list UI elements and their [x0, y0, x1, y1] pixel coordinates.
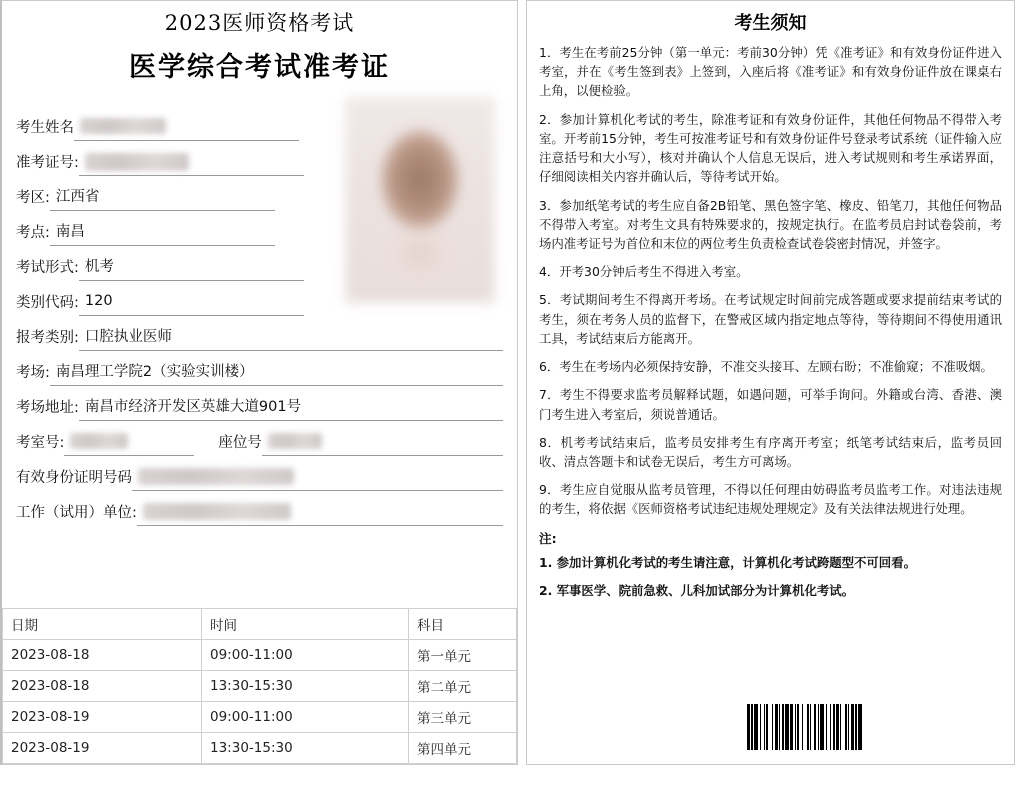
ticket-fields	[2, 106, 517, 526]
column-header-date: 日期	[3, 609, 202, 640]
cell-time: 13:30-15:30	[202, 671, 409, 702]
exam-year-title: 2023医师资格考试	[164, 11, 355, 35]
field-value-id-number	[132, 468, 503, 491]
field-label-work-unit: 工作（试用）单位:	[16, 505, 137, 521]
field-row-work-unit	[16, 491, 503, 526]
notice-panel	[526, 0, 1015, 765]
field-value-name	[74, 118, 299, 141]
field-label-category-code: 类别代码:	[16, 295, 79, 311]
column-header-subject: 科目	[409, 609, 517, 640]
field-value-seat-number	[262, 433, 503, 456]
cell-date: 2023-08-19	[3, 702, 202, 733]
column-header-time: 时间	[202, 609, 409, 640]
field-label-exam-address: 考场地址:	[16, 400, 79, 416]
notice-note-2: 2. 军事医学、院前急救、儿科加试部分为计算机化考试。	[539, 582, 855, 598]
notice-note-1: 1. 参加计算机化考试的考生请注意，计算机化考试跨题型不可回看。	[539, 554, 916, 570]
barcode	[747, 704, 1000, 750]
table-row	[3, 733, 517, 764]
notice-paragraph-2: 2．参加计算机化考试的考生，除准考证和有效身份证件，其他任何物品不得带入考室。开考前15分钟，考生可按准考证号和有效身份证件号登录考试系统（证件输入应注意括号和大小写），核对并确认个人信息无误后，进入考试规则和考生承诺界面，仔细阅读相关内容并确认后，等待考试开始。	[539, 111, 1002, 185]
notice-paragraph-8: 8．机考考试结束后，监考员安排考生有序离开考室；纸笔考试结束后，监考员回收、清点答题卡和试卷无误后，考生方可离场。	[539, 434, 1002, 469]
field-label-format: 考试形式:	[16, 260, 79, 276]
field-label-region: 考区:	[16, 190, 50, 206]
table-row	[3, 640, 517, 671]
field-value-category-code: 120	[79, 293, 304, 316]
field-row-room-seat	[16, 421, 503, 456]
field-value-region: 江西省	[50, 185, 275, 211]
field-row-exam-type	[16, 316, 503, 351]
field-row-name	[16, 106, 503, 141]
notice-paragraph-9: 9．考生应自觉服从监考员管理，不得以任何理由妨碍监考员监考工作。对违法违规的考生，将依据《医师资格考试违纪违规处理规定》及有关法律法规进行处理。	[539, 482, 1002, 517]
notice-title: 考生须知	[734, 13, 807, 34]
notice-paragraph-1: 1．考生在考前25分钟（第一单元：考前30分钟）凭《准考证》和有效身份证件进入考室，并在《考生签到表》上签到，入座后将《准考证》和有效身份证件放在课桌右上角，以便检验。	[539, 45, 1002, 99]
cell-time: 09:00-11:00	[202, 702, 409, 733]
cell-subject: 第一单元	[409, 640, 517, 671]
field-value-site: 南昌	[50, 220, 275, 246]
table-row	[3, 702, 517, 733]
field-value-exam-room: 南昌理工学院2（实验实训楼）	[50, 360, 503, 386]
cell-subject: 第三单元	[409, 702, 517, 733]
cell-time: 13:30-15:30	[202, 733, 409, 764]
field-label-room-number: 考室号:	[16, 435, 65, 451]
field-value-ticket-number	[79, 153, 304, 176]
table-header-row	[3, 609, 517, 640]
field-row-site	[16, 211, 503, 246]
field-row-exam-address	[16, 386, 503, 421]
cell-date: 2023-08-18	[3, 640, 202, 671]
notice-paragraph-7: 7．考生不得要求监考员解释试题，如遇问题，可举手询问。外籍或台湾、香港、澳门考生进入考室后，须说普通话。	[539, 387, 1002, 422]
notice-paragraph-5: 5．考试期间考生不得离开考场。在考试规定时间前完成答题或要求提前结束考试的考生，须在考务人员的监督下，在警戒区域内指定地点等待，等待期间不得使用通讯工具，考试结束后方能离开。	[539, 292, 1002, 346]
field-label-exam-type: 报考类别:	[16, 330, 79, 346]
cell-subject: 第二单元	[409, 671, 517, 702]
field-value-format: 机考	[79, 255, 304, 281]
field-row-ticket-number	[16, 141, 503, 176]
notice-note-label: 注:	[539, 530, 557, 546]
field-row-category-code	[16, 281, 503, 316]
field-label-ticket-number: 准考证号:	[16, 155, 79, 171]
table-row	[3, 671, 517, 702]
field-value-exam-address: 南昌市经济开发区英雄大道901号	[79, 395, 503, 421]
ticket-title-block	[2, 1, 517, 84]
field-value-room-number	[64, 433, 194, 456]
field-row-id-number	[16, 456, 503, 491]
notice-paragraph-4: 4．开考30分钟后考生不得进入考室。	[539, 264, 749, 280]
field-value-work-unit	[137, 503, 503, 526]
field-label-name: 考生姓名	[16, 120, 74, 136]
field-value-exam-type: 口腔执业医师	[79, 325, 503, 351]
cell-subject: 第四单元	[409, 733, 517, 764]
field-label-site: 考点:	[16, 225, 50, 241]
field-label-id-number: 有效身份证明号码	[16, 470, 132, 486]
notice-paragraph-6: 6．考生在考场内必须保持安静，不准交头接耳、左顾右盼；不准偷窥；不准吸烟。	[539, 359, 993, 375]
field-row-format	[16, 246, 503, 281]
field-row-region	[16, 176, 503, 211]
field-label-exam-room: 考场:	[16, 365, 50, 381]
cell-date: 2023-08-18	[3, 671, 202, 702]
ticket-panel	[0, 0, 518, 765]
ticket-main-title: 医学综合考试准考证	[129, 52, 390, 83]
cell-time: 09:00-11:00	[202, 640, 409, 671]
cell-date: 2023-08-19	[3, 733, 202, 764]
field-label-seat-number: 座位号	[218, 435, 262, 451]
notice-paragraph-3: 3．参加纸笔考试的考生应自备2B铅笔、黑色签字笔、橡皮、铅笔刀，其他任何物品不得带入考室。对考生文具有特殊要求的，按规定执行。在监考员启封试卷袋前，考场内准考证号为首位和末位的两位考生负责检查试卷袋密封情况，并签字。	[539, 197, 1002, 251]
exam-schedule-table	[2, 608, 517, 764]
field-row-exam-room	[16, 351, 503, 386]
